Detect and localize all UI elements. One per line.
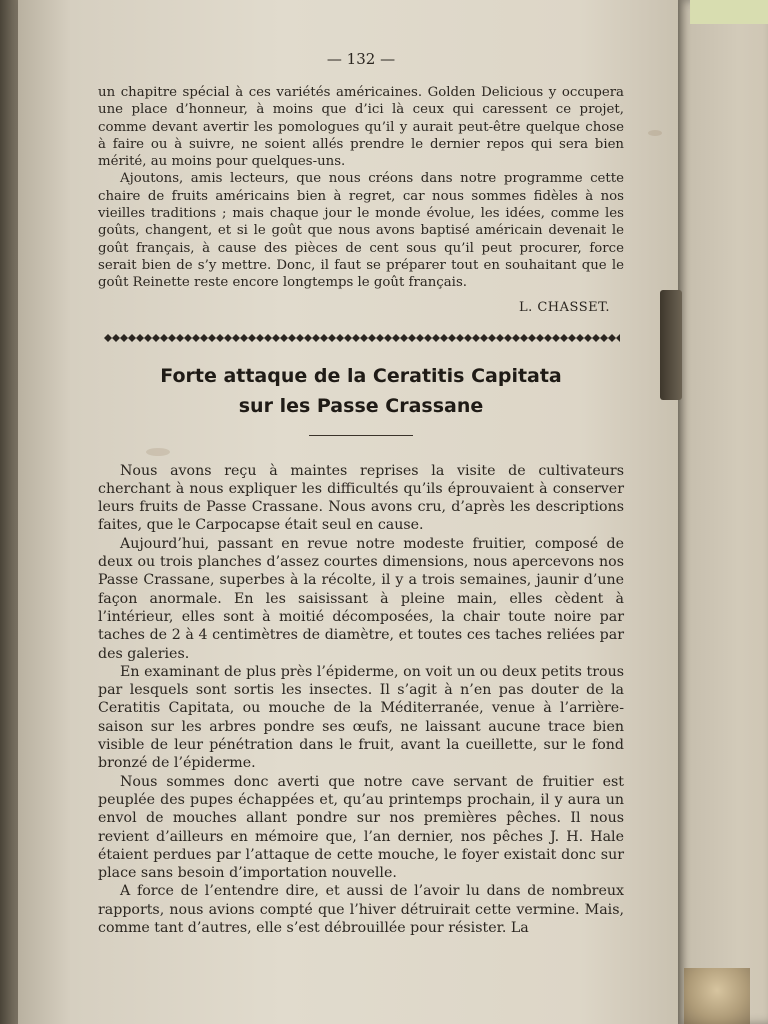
decorative-divider: [104, 333, 620, 343]
title-line-1: Forte attaque de la Ceratitis Capitata: [160, 364, 562, 387]
page-stain: [648, 130, 662, 136]
paragraph: Aujourd’hui, passant en revue notre modeste fruitier, composé de deux ou trois planches d’assez courtes dimensions, nous apercevons nos Passe Crassane, superbes à la récolte, il y a trois semaines, jaunir d’une façon anormale. En les saisissant à pleine main, elles cèdent à l’intérieur, elles sont à moitié décomposées, la chair toute noire par taches de 2 à 4 centimètres de diamètre, et toutes ces taches reliées par des galeries.: [98, 535, 624, 662]
book-page: [18, 0, 678, 1024]
paragraph: un chapitre spécial à ces variétés américaines. Golden Delicious y occupera une place d’honneur, à moins que d’ici là ceux qui caressent ce projet, comme devant avertir les pomologues qu’il y aurait peut-être quelque chose à faire ou à suivre, ne soient allés prendre le dernier repos qui sera bien mérité, au moins pour quelques-uns.: [98, 85, 624, 170]
author-signature: L. CHASSET.: [518, 299, 610, 315]
background-light: [690, 0, 768, 24]
paragraph: Ajoutons, amis lecteurs, que nous créons dans notre programme cette chaire de fruits américains bien à regret, car nous sommes fidèles à nos vieilles traditions ; mais chaque jour le monde évolue, les idées, comme les goûts, changent, et si le goût que nous avons baptisé américain devenait le goût français, à cause des pièces de cent sous qu’il peut procurer, force serait bien de s’y mettre. Donc, il faut se préparer tout en souhaitant que le goût Reinette reste encore longtemps le goût français.: [98, 171, 624, 291]
page-number: — 132 —: [326, 50, 396, 68]
page-binding: [660, 290, 682, 400]
title-line-2: sur les Passe Crassane: [238, 394, 484, 417]
paragraph: Nous avons reçu à maintes reprises la visite de cultivateurs cherchant à nous expliquer les difficultés qu’ils éprouvaient à conserver leurs fruits de Passe Crassane. Nous avons cru, d’après les descriptions faites, que le Carpocapse était seul en cause.: [98, 462, 624, 534]
article-title: [98, 361, 624, 421]
paragraph: A force de l’entendre dire, et aussi de l’avoir lu dans de nombreux rapports, nous avions compté que l’hiver détruirait cette vermine. Mais, comme tant d’autres, elle s’est débrouillée pour résister. La: [98, 883, 624, 936]
page-content: [98, 50, 624, 937]
title-rule: [309, 435, 413, 436]
article-continuation: [98, 84, 624, 315]
article-body: [98, 462, 624, 938]
facing-page: [670, 0, 768, 1024]
paragraph: Nous sommes donc averti que notre cave servant de fruitier est peuplée des pupes échappées et, qu’au printemps prochain, il y aura un envol de mouches allant pondre sur nos premières pêches. Il nous revient d’ailleurs en mémoire que, l’an dernier, nos pêches J. H. Hale étaient perdues par l’attaque de cette mouche, le foyer existait donc sur place sans besoin d’importation nouvelle.: [98, 773, 624, 882]
paragraph: En examinant de plus près l’épiderme, on voit un ou deux petits trous par lesquels sont sortis les insectes. Il s’agit à n’en pas douter de la Ceratitis Capitata, ou mouche de la Méditerranée, venue à l’arrière-saison sur les arbres pondre ses œufs, ne laissant aucune trace bien visible de leur pénétration dans le fruit, avant la cueillette, sur le fond bronzé de l’épiderme.: [98, 663, 624, 772]
corner-watermark: [684, 968, 750, 1024]
